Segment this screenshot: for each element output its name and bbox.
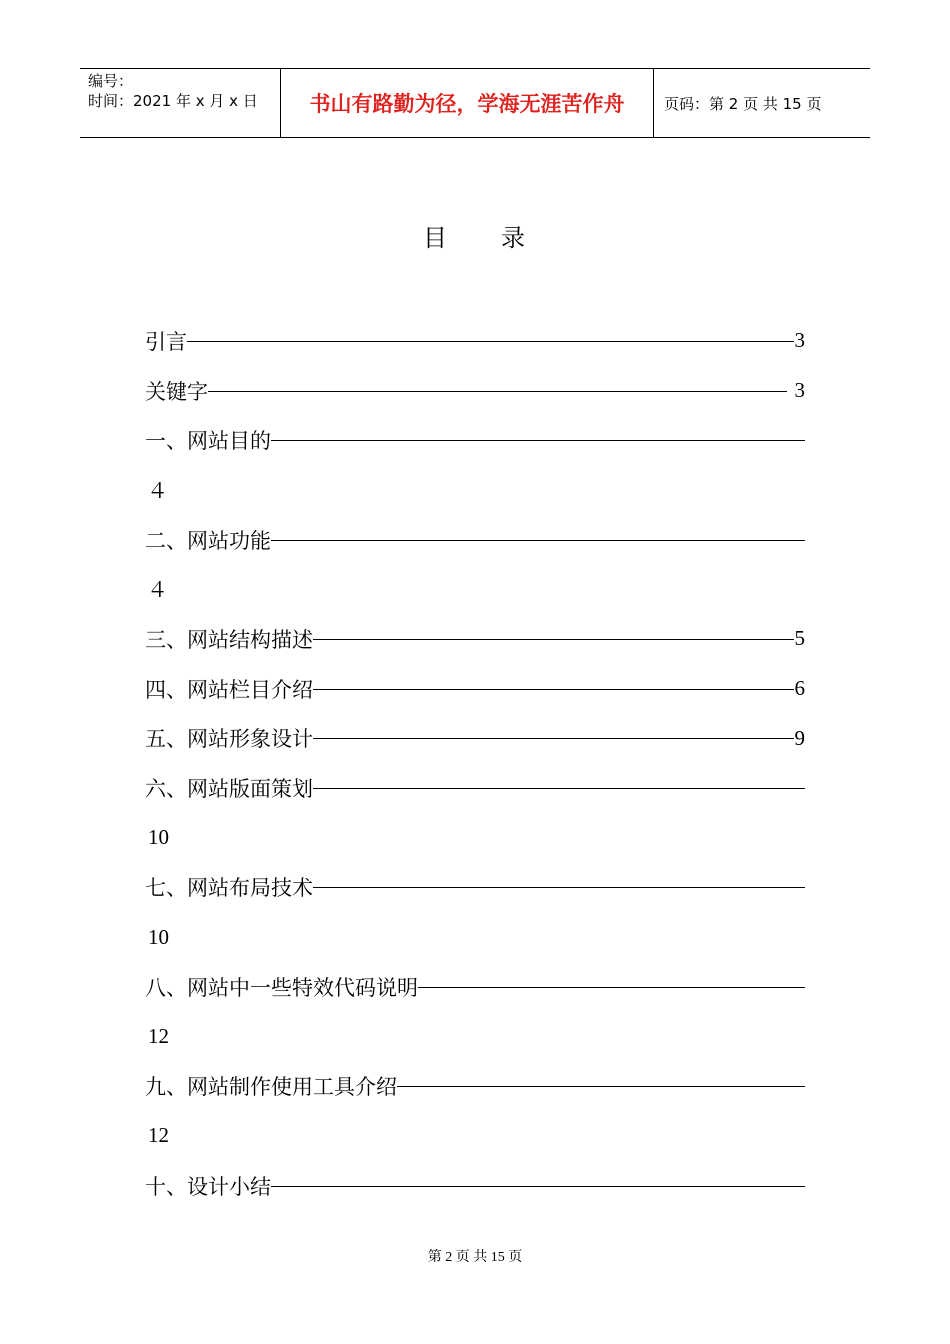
toc-leader-line <box>208 391 787 392</box>
document-number: 编号： <box>88 72 134 90</box>
toc-entry-page-line <box>145 564 805 614</box>
toc-entry-page: 12 <box>148 1023 169 1048</box>
toc-entry-page-line <box>145 813 805 863</box>
toc-leader-line <box>313 738 794 739</box>
toc-leader-line <box>397 1086 805 1087</box>
toc-entry-label: 四、网站栏目介绍 <box>145 677 313 702</box>
header-page-info: 页码：第 2 页 共 15 页 <box>664 94 822 113</box>
toc-entry-page: 10 <box>148 825 169 850</box>
toc-entry-page: ４ <box>147 578 168 603</box>
document-date: 时间：2021 年 x 月 x 日 <box>88 92 258 110</box>
header-meta-cell <box>80 69 281 137</box>
header-motto: 书山有路勤为径，学海无涯苦作舟 <box>309 92 625 116</box>
toc-entry-label: 七、网站布局技术 <box>145 876 313 901</box>
toc-entry-label: 一、网站目的 <box>145 429 271 454</box>
toc-entry-label: 五、网站形象设计 <box>145 727 313 752</box>
toc-entry[interactable] <box>145 863 805 913</box>
toc-entry[interactable] <box>145 366 805 416</box>
toc-entry-page: 9 <box>794 725 805 750</box>
header-page-cell <box>654 69 870 137</box>
toc-entry-label: 引言 <box>145 329 187 354</box>
toc-leader-line <box>313 887 805 888</box>
toc-leader-line <box>271 540 805 541</box>
page-footer: 第 2 页 共 15 页 <box>427 1250 523 1265</box>
toc-entry-page-line <box>145 912 805 962</box>
toc-entry-label: 八、网站中一些特效代码说明 <box>145 975 418 1000</box>
toc-entry-label: 三、网站结构描述 <box>145 627 313 652</box>
toc-entry[interactable] <box>145 1061 805 1111</box>
toc-entry-label: 十、设计小结 <box>145 1174 271 1199</box>
toc-entry[interactable] <box>145 415 805 465</box>
toc-entry-page: 6 <box>794 676 805 701</box>
toc-entry-page: 5 <box>794 626 805 651</box>
toc-leader-line <box>187 341 794 342</box>
toc-entry-page-line <box>145 465 805 515</box>
toc-entry-label: 六、网站版面策划 <box>145 777 313 802</box>
toc-leader-line <box>313 788 805 789</box>
toc-leader-line <box>418 987 805 988</box>
toc-entry-label: 九、网站制作使用工具介绍 <box>145 1075 397 1100</box>
table-of-contents <box>145 316 805 1210</box>
toc-entry[interactable] <box>145 614 805 664</box>
toc-entry-page: 10 <box>148 924 169 949</box>
toc-entry-label: 关键字 <box>145 379 208 404</box>
toc-entry[interactable] <box>145 763 805 813</box>
toc-entry-page-line <box>145 1012 805 1062</box>
toc-entry-page: 3 <box>794 328 805 353</box>
toc-leader-line <box>271 1186 805 1187</box>
toc-entry[interactable] <box>145 714 805 764</box>
toc-entry-page: 3 <box>794 378 805 403</box>
header-motto-cell <box>281 69 654 137</box>
toc-entry[interactable] <box>145 962 805 1012</box>
page-header <box>80 68 870 138</box>
toc-entry[interactable] <box>145 515 805 565</box>
toc-leader-line <box>313 689 794 690</box>
toc-leader-line <box>313 639 794 640</box>
toc-entry[interactable] <box>145 1161 805 1211</box>
toc-entry-page: 12 <box>148 1123 169 1148</box>
toc-title: 目 录 <box>423 224 527 252</box>
toc-entry[interactable] <box>145 664 805 714</box>
toc-entry[interactable] <box>145 316 805 366</box>
toc-entry-page-line <box>145 1111 805 1161</box>
toc-entry-label: 二、网站功能 <box>145 528 271 553</box>
toc-entry-page: ４ <box>147 478 168 503</box>
toc-leader-line <box>271 440 805 441</box>
